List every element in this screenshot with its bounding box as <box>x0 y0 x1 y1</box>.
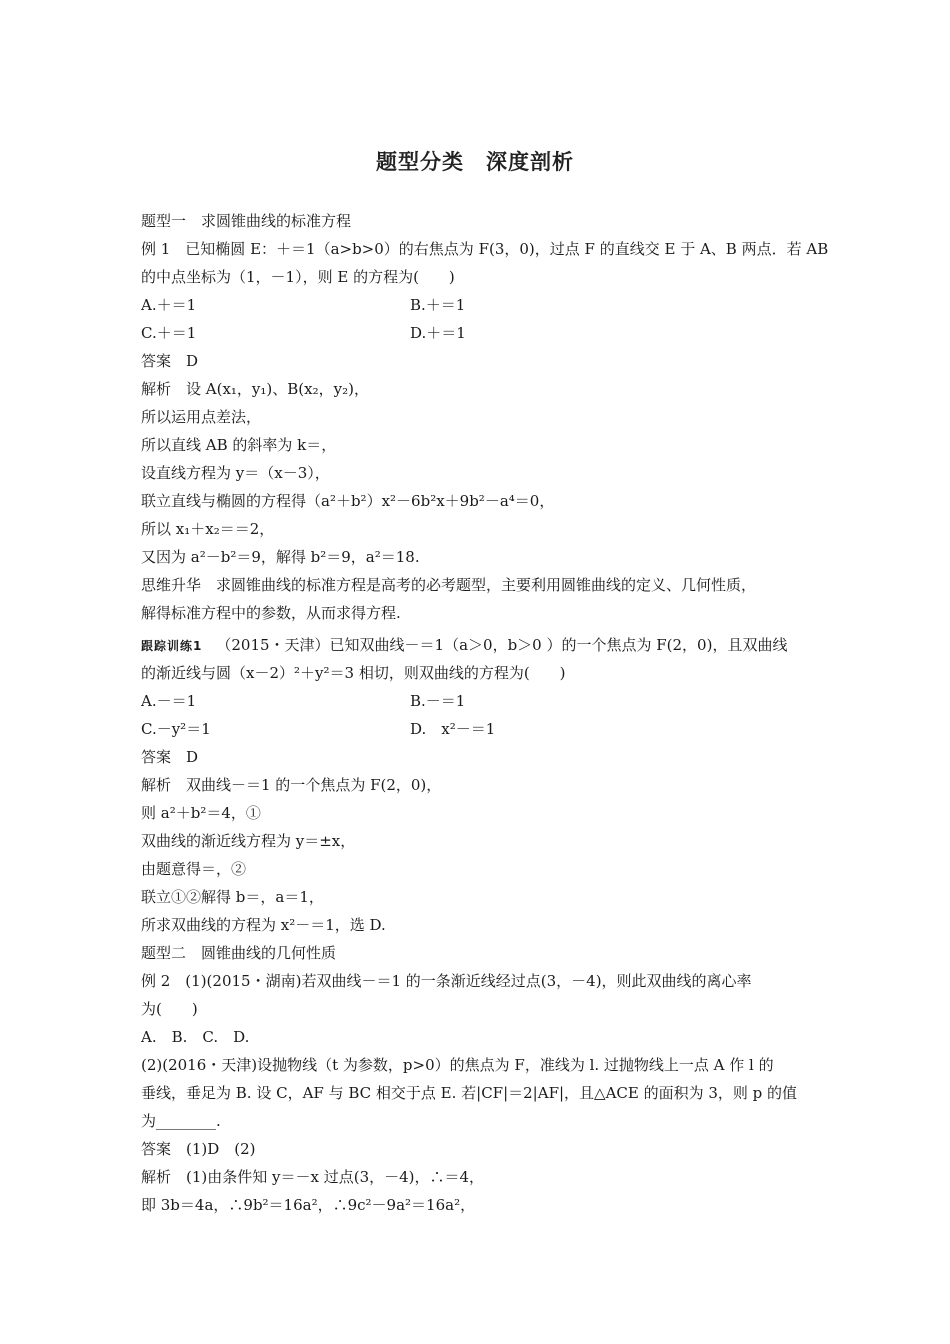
solution-line: 所以运用点差法， <box>141 408 262 426</box>
solution-line: 所以直线 AB 的斜率为 k＝， <box>141 436 337 454</box>
section-heading-1: 题型一 求圆锥曲线的标准方程 <box>141 212 352 230</box>
example-1-choice-b: B.＋＝1 <box>410 296 466 314</box>
example-1-choice-d: D.＋＝1 <box>410 324 466 342</box>
followup-question-cont: 的渐近线与圆（x－2）²＋y²＝3 相切，则双曲线的方程为( ) <box>141 664 566 682</box>
solution-line: 即 3b＝4a，∴9b²＝16a²，∴9c²－9a²＝16a²， <box>141 1196 476 1214</box>
followup-solution: 解析 双曲线－＝1 的一个焦点为 F(2，0)， <box>141 776 442 794</box>
example-2-choices: A. B. C. D. <box>141 1028 250 1046</box>
example-2-answer: 答案 (1)D (2) <box>141 1140 256 1158</box>
solution-line: 所以 x₁＋x₂＝＝2， <box>141 520 275 538</box>
example-2-question-cont: 为( ) <box>141 1000 198 1018</box>
example-2-part-2-cont: 垂线，垂足为 B. 设 C，AF 与 BC 相交于点 E. 若|CF|＝2|AF|，且△ACE 的面积为 3，则 p 的值 <box>141 1084 798 1102</box>
followup-tag: 跟踪训练1 <box>141 639 203 653</box>
solution-line: 设直线方程为 y＝（x－3）， <box>141 464 330 482</box>
followup-choice-c: C.－y²＝1 <box>141 720 211 738</box>
solution-line: 又因为 a²－b²＝9，解得 b²＝9，a²＝18. <box>141 548 420 566</box>
solution-line: 联立①②解得 b＝，a＝1， <box>141 888 324 906</box>
summary-note-cont: 解得标准方程中的参数，从而求得方程. <box>141 604 401 622</box>
followup-question: （2015・天津）已知双曲线－＝1（a＞0，b＞0 ）的一个焦点为 F(2，0)，且双曲线 <box>216 636 788 654</box>
example-1-choice-c: C.＋＝1 <box>141 324 197 342</box>
solution-line: 双曲线的渐近线方程为 y＝±x， <box>141 832 356 850</box>
example-2-question: 例 2 (1)(2015・湖南)若双曲线－＝1 的一条渐近线经过点(3，－4)，则此双曲线的离心率 <box>141 972 752 990</box>
example-2-part-2: (2)(2016・天津)设抛物线（t 为参数，p>0）的焦点为 F，准线为 l. 过抛物线上一点 A 作 l 的 <box>141 1056 774 1074</box>
solution-line: 则 a²＋b²＝4，① <box>141 804 261 822</box>
summary-note: 思维升华 求圆锥曲线的标准方程是高考的必考题型，主要利用圆锥曲线的定义、几何性质， <box>141 576 757 594</box>
followup-answer: 答案 D <box>141 748 199 766</box>
followup-exercise-1 <box>141 636 787 655</box>
example-1-choice-a: A.＋＝1 <box>141 296 197 314</box>
example-1-solution: 解析 设 A(x₁，y₁)、B(x₂，y₂)， <box>141 380 369 398</box>
example-2-solution: 解析 (1)由条件知 y＝－x 过点(3，－4)，∴＝4， <box>141 1168 485 1186</box>
example-1-question: 例 1 已知椭圆 E：＋＝1（a>b>0）的右焦点为 F(3，0)，过点 F 的直线交 E 于 A、B 两点．若 AB <box>141 240 829 258</box>
followup-choice-b: B.－＝1 <box>410 692 466 710</box>
solution-line: 联立直线与椭圆的方程得（a²＋b²）x²－6b²x＋9b²－a⁴＝0， <box>141 492 555 510</box>
solution-line: 由题意得＝，② <box>141 860 247 878</box>
page-title: 题型分类 深度剖析 <box>376 150 574 174</box>
followup-choice-a: A.－＝1 <box>141 692 197 710</box>
followup-choice-d: D. x²－＝1 <box>410 720 496 738</box>
section-heading-2: 题型二 圆锥曲线的几何性质 <box>141 944 337 962</box>
example-1-answer: 答案 D <box>141 352 199 370</box>
example-2-part-2-blank: 为________. <box>141 1112 221 1130</box>
solution-line: 所求双曲线的方程为 x²－＝1，选 D. <box>141 916 386 934</box>
example-1-question-cont: 的中点坐标为（1，－1），则 E 的方程为( ) <box>141 268 455 286</box>
